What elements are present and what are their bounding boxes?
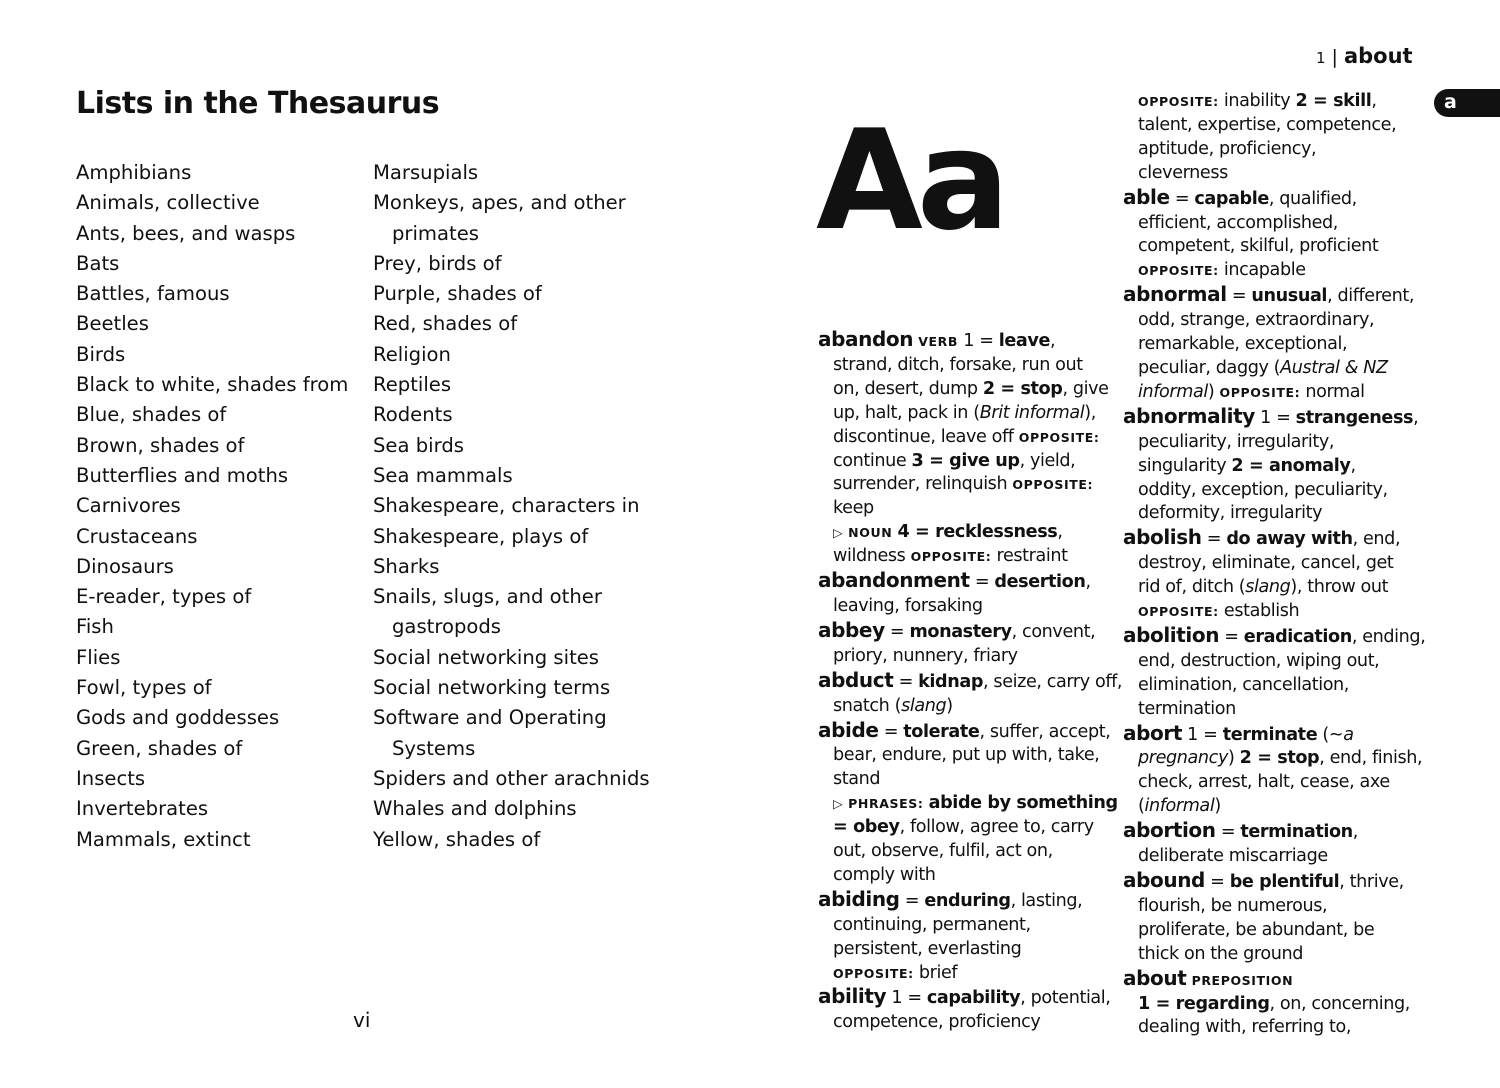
list-item: Carnivores — [76, 494, 181, 518]
entry-line — [1123, 622, 1426, 650]
entry-text: , — [1352, 822, 1358, 843]
entry-text: 1 = — [958, 331, 999, 351]
entry-text: ), throw out — [1290, 577, 1389, 598]
entry-text: remarkable, exceptional, — [1138, 334, 1348, 355]
entry-text: restraint — [991, 546, 1068, 567]
running-head — [1316, 44, 1413, 68]
entry-line — [1123, 943, 1418, 967]
entry-text: singularity — [1138, 455, 1232, 476]
entry-text: keep — [833, 498, 874, 519]
entry-text: thick on the ground — [1138, 943, 1304, 964]
key-synonym: do away with — [1226, 529, 1353, 550]
entry-text: = — [1169, 188, 1195, 209]
headword: about — [1123, 965, 1187, 990]
key-synonym: abide by something — [928, 793, 1118, 814]
entry-line — [1123, 283, 1418, 309]
left-page-folio: vi — [353, 1008, 371, 1032]
entry-text: = — [899, 890, 925, 911]
entry-text: oddity, exception, peculiarity, — [1138, 479, 1388, 500]
entry-text: termination — [1138, 698, 1236, 719]
entry-line — [1123, 455, 1418, 479]
key-synonym: desertion — [994, 572, 1086, 593]
usage-label: slang — [1245, 577, 1291, 598]
headword: abound — [1123, 868, 1205, 892]
entry-line — [1123, 90, 1418, 114]
entry-line — [818, 450, 1113, 474]
entry-text: = — [969, 572, 995, 593]
entry-line — [818, 719, 1113, 745]
entry-line — [818, 985, 1113, 1011]
list-item: Shakespeare, plays of — [373, 524, 589, 548]
list-item: Reptiles — [373, 373, 452, 397]
entry-text: cleverness — [1138, 162, 1228, 183]
entry-text: flourish, be numerous, — [1138, 895, 1328, 916]
entry-text: competent, skilful, proficient — [1138, 236, 1379, 257]
usage-label: informal — [1144, 796, 1215, 817]
entry-text: , seize, carry off, — [983, 671, 1123, 692]
entry-text: = — [893, 671, 919, 692]
opposite-label: OPPOSITE: — [1138, 263, 1219, 279]
entry-line — [1123, 993, 1418, 1017]
key-synonym: strangeness — [1295, 407, 1414, 428]
list-item: gastropods — [392, 615, 502, 639]
entry-text: on, desert, dump — [833, 378, 983, 399]
list-item: Marsupials — [373, 161, 479, 184]
entry-text: ), — [1084, 402, 1096, 423]
key-synonym: tolerate — [903, 721, 980, 742]
entry-text: persistent, everlasting — [833, 938, 1022, 959]
entry-line — [818, 619, 1113, 645]
entry-line — [1123, 1016, 1418, 1040]
list-item: Insects — [76, 766, 146, 790]
section-letter: Aa — [816, 100, 1004, 261]
entry-line — [818, 840, 1113, 864]
entry-line — [1123, 138, 1418, 162]
entry-text: , convent, — [1011, 621, 1096, 642]
list-item: Whales and dolphins — [373, 797, 577, 821]
key-synonym: 2 = anomaly — [1231, 455, 1351, 476]
entry-line — [818, 545, 1113, 569]
entry-text: efficient, accomplished, — [1138, 212, 1338, 233]
entry-line — [1123, 186, 1418, 212]
entry-text: snatch ( — [833, 695, 902, 716]
opposite-label: OPPOSITE: — [1138, 604, 1219, 620]
entry-text: bear, endure, put up with, take, — [833, 745, 1100, 766]
headword: abide — [818, 717, 879, 742]
usage-label: Austral & NZ — [1280, 357, 1388, 378]
headword: abortion — [1123, 818, 1216, 843]
headword: abnormal — [1123, 282, 1227, 307]
usage-label: slang — [901, 695, 947, 716]
entry-text: deformity, irregularity — [1138, 503, 1323, 524]
list-column-2 — [373, 158, 663, 855]
key-synonym: 2 = stop — [1239, 748, 1320, 769]
key-synonym: enduring — [924, 890, 1011, 911]
list-item: Software and Operating — [373, 706, 607, 730]
list-item: Blue, shades of — [76, 403, 227, 427]
entry-line — [818, 792, 1118, 816]
running-head-separator: | — [1331, 46, 1338, 68]
entry-line — [1123, 479, 1418, 503]
entry-line — [1123, 235, 1418, 259]
part-of-speech-label: ▷ NOUN — [833, 525, 893, 541]
entry-text: , — [1057, 522, 1063, 543]
list-item: Brown, shades of — [76, 433, 245, 457]
entry-line — [1123, 600, 1418, 624]
entry-text: dealing with, referring to, — [1138, 1017, 1352, 1038]
entry-text: up, halt, pack in ( — [833, 402, 980, 423]
entry-text: end, destruction, wiping out, — [1138, 650, 1380, 671]
entry-text: (~ — [1317, 724, 1344, 745]
entry-line — [818, 962, 1113, 986]
list-item: Systems — [392, 736, 476, 760]
entry-line — [1123, 845, 1418, 869]
entry-line — [818, 569, 1113, 595]
opposite-label: OPPOSITE: — [1018, 429, 1100, 445]
entry-line — [1123, 722, 1418, 748]
entry-text: establish — [1218, 601, 1300, 622]
list-item: Gods and goddesses — [76, 706, 280, 730]
entry-text: , follow, agree to, carry — [899, 817, 1094, 838]
list-item: Snails, slugs, and other — [373, 585, 602, 609]
entry-line — [1123, 674, 1418, 698]
entry-text: 1 = — [1181, 724, 1223, 745]
key-synonym: 2 = skill — [1295, 91, 1372, 111]
key-synonym: eradication — [1243, 626, 1352, 647]
entry-text: , different, — [1327, 286, 1415, 307]
entry-text: , — [1413, 407, 1419, 428]
key-synonym: 4 = recklessness — [897, 522, 1058, 543]
entry-line — [818, 354, 1113, 378]
entry-text: peculiarity, irregularity, — [1138, 431, 1335, 452]
entry-text: , — [1050, 331, 1056, 351]
entry-text: out, observe, fulfil, act on, — [833, 841, 1053, 862]
entry-line — [818, 521, 1113, 545]
entry-text: check, arrest, halt, cease, axe — [1138, 772, 1390, 793]
entry-text: normal — [1300, 381, 1365, 402]
headword: abiding — [818, 886, 900, 911]
entry-text: , end, finish, — [1319, 748, 1423, 769]
entry-line — [818, 378, 1113, 402]
entry-text: , yield, — [1019, 450, 1076, 471]
list-item: Bats — [76, 251, 120, 275]
entry-line — [818, 816, 1113, 840]
list-item: Sea birds — [373, 433, 464, 457]
key-synonym: terminate — [1222, 724, 1318, 745]
headword: ability — [818, 984, 887, 1009]
entry-line — [818, 328, 1113, 354]
entry-text: = — [1201, 529, 1227, 550]
list-item: Beetles — [76, 312, 149, 336]
entry-text: incapable — [1218, 260, 1306, 281]
list-item: Social networking sites — [373, 645, 600, 669]
list-item: E-reader, types of — [76, 585, 252, 609]
entry-line — [1123, 698, 1418, 722]
list-item: Rodents — [373, 403, 453, 427]
list-item: Monkeys, apes, and other — [373, 191, 626, 215]
key-synonym: monastery — [909, 621, 1012, 642]
list-item: Flies — [76, 645, 121, 669]
entry-text: proliferate, be abundant, be — [1138, 919, 1375, 940]
list-item: Amphibians — [76, 161, 192, 184]
entry-text: destroy, eliminate, cancel, get — [1138, 553, 1394, 574]
entry-line — [1123, 576, 1418, 600]
entry-line — [1123, 795, 1418, 819]
list-item: Crustaceans — [76, 524, 198, 548]
entry-line — [1123, 895, 1418, 919]
headword: abbey — [818, 617, 885, 642]
entry-line — [818, 402, 1113, 426]
running-head-word: about — [1343, 44, 1413, 68]
key-synonym: termination — [1240, 822, 1353, 843]
key-synonym: unusual — [1251, 286, 1328, 307]
entry-text: 1 = — [886, 988, 927, 1009]
entry-text: = — [1219, 626, 1244, 647]
headword: abolition — [1123, 622, 1220, 647]
entry-line — [818, 667, 1123, 695]
entry-text: comply with — [833, 864, 936, 885]
entry-line — [818, 497, 1113, 521]
entry-line — [818, 595, 1113, 619]
entry-line — [818, 426, 1113, 450]
headword: abduct — [818, 667, 894, 692]
entry-text: = — [884, 621, 910, 642]
entry-line — [818, 1011, 1113, 1035]
headword: abnormality — [1123, 403, 1255, 428]
headword: abort — [1123, 720, 1182, 745]
entry-line — [1123, 819, 1418, 845]
entry-line — [1123, 333, 1418, 357]
entry-line — [1123, 502, 1418, 526]
page-title: Lists in the Thesaurus — [76, 86, 440, 121]
list-item: Ants, bees, and wasps — [76, 221, 296, 245]
entry-line — [1123, 405, 1418, 431]
headword: abolish — [1123, 525, 1202, 550]
entry-line — [818, 938, 1113, 962]
entry-line — [1123, 309, 1418, 333]
opposite-label: OPPOSITE: — [833, 965, 914, 981]
opposite-label: OPPOSITE: — [910, 549, 992, 565]
entry-text: , ending, — [1351, 626, 1426, 647]
entry-text: , — [1085, 572, 1091, 593]
entry-line — [1123, 526, 1418, 552]
list-item: Religion — [373, 342, 451, 366]
list-item: Purple, shades of — [373, 282, 542, 306]
list-item: Yellow, shades of — [373, 827, 541, 851]
opposite-label: OPPOSITE: — [1219, 384, 1301, 400]
entry-text: , lasting, — [1010, 890, 1083, 911]
entry-text: priory, nunnery, friary — [833, 645, 1018, 666]
entry-text: ) — [1227, 748, 1240, 769]
entry-text: inability — [1218, 91, 1296, 111]
entry-line — [818, 744, 1113, 768]
list-item: Fowl, types of — [76, 676, 212, 700]
headword: abandonment — [818, 568, 970, 593]
entry-line — [1123, 650, 1418, 674]
list-item: Birds — [76, 342, 126, 366]
list-item: Invertebrates — [76, 797, 209, 821]
entry-line — [818, 695, 1113, 719]
usage-label: informal — [1138, 381, 1208, 402]
entry-line — [1123, 869, 1418, 895]
entry-text: ) — [1214, 796, 1221, 817]
key-synonym: capability — [926, 988, 1021, 1009]
entry-text: surrender, relinquish — [833, 474, 1013, 495]
list-column-1 — [76, 158, 366, 855]
list-item: Red, shades of — [373, 312, 518, 336]
key-synonym: 3 = give up — [911, 450, 1020, 471]
entry-text: talent, expertise, competence, — [1138, 114, 1397, 135]
key-synonym: be plentiful — [1229, 872, 1340, 892]
list-item: Fish — [76, 615, 114, 639]
key-synonym: leave — [998, 331, 1050, 351]
entry-text: 1 = — [1254, 407, 1296, 428]
entry-text: = — [878, 721, 904, 742]
headword: abandon — [818, 327, 914, 351]
part-of-speech-label: PREPOSITION — [1191, 972, 1294, 988]
entry-text: ( — [1138, 796, 1145, 817]
entry-text: , suffer, accept, — [979, 721, 1111, 742]
entry-text: discontinue, leave off — [833, 426, 1019, 447]
entry-line — [1123, 162, 1418, 186]
list-item: Sea mammals — [373, 463, 513, 487]
entry-line — [818, 645, 1113, 669]
entry-line — [1123, 212, 1418, 236]
dictionary-column-1 — [818, 327, 1123, 1035]
entry-text: brief — [913, 962, 958, 983]
entry-line — [1123, 381, 1418, 405]
usage-label: pregnancy — [1138, 748, 1228, 769]
list-item: Spiders and other arachnids — [373, 766, 650, 790]
entry-line — [1123, 114, 1418, 138]
list-item: Shakespeare, characters in — [373, 494, 640, 518]
entry-line — [1123, 919, 1418, 943]
key-synonym: 2 = stop — [982, 378, 1063, 399]
entry-text: , — [1371, 91, 1377, 111]
list-item: Sharks — [373, 554, 440, 578]
key-synonym: capable — [1194, 188, 1269, 209]
opposite-label: OPPOSITE: — [1012, 477, 1094, 493]
list-item: Dinosaurs — [76, 554, 174, 578]
list-item: Butterflies and moths — [76, 463, 289, 487]
entry-text: wildness — [833, 546, 911, 567]
usage-label: a — [1343, 724, 1354, 745]
key-synonym: = obey — [833, 817, 900, 838]
usage-label: Brit informal — [979, 402, 1085, 423]
opposite-label: OPPOSITE: — [1138, 94, 1219, 109]
entry-line — [1123, 259, 1418, 283]
entry-text: , qualified, — [1268, 188, 1357, 209]
entry-line — [1123, 357, 1418, 381]
list-item: Animals, collective — [76, 191, 260, 215]
entry-text: , on, concerning, — [1269, 993, 1410, 1014]
list-item: Prey, birds of — [373, 251, 502, 275]
entry-text: = — [1204, 872, 1230, 892]
entry-text: competence, proficiency — [833, 1012, 1041, 1033]
list-item: Battles, famous — [76, 282, 230, 306]
entry-text: continue — [833, 450, 912, 471]
entry-text: , potential, — [1020, 988, 1111, 1009]
entry-text: aptitude, proficiency, — [1138, 138, 1317, 159]
entry-line — [818, 473, 1113, 497]
entry-text: rid of, ditch ( — [1138, 577, 1246, 598]
list-item: Mammals, extinct — [76, 827, 251, 851]
list-item: Black to white, shades from — [76, 373, 349, 397]
list-item: Social networking terms — [373, 676, 611, 700]
entry-text: , thrive, — [1339, 872, 1404, 892]
entry-text: stand — [833, 769, 881, 790]
entry-line — [1123, 967, 1418, 993]
entry-text: elimination, cancellation, — [1138, 674, 1349, 695]
entry-line — [1123, 431, 1418, 455]
entry-text: continuing, permanent, — [833, 914, 1031, 935]
entry-text: = — [1215, 822, 1241, 843]
entry-line — [818, 888, 1113, 914]
entry-line — [818, 768, 1113, 792]
page-number: 1 — [1316, 49, 1326, 67]
entry-line — [818, 914, 1113, 938]
list-item: primates — [392, 221, 479, 245]
entry-text: ) — [946, 695, 953, 716]
thumb-index-tab: a — [1434, 89, 1500, 117]
dictionary-column-2 — [1123, 90, 1426, 1040]
entry-text: deliberate miscarriage — [1138, 846, 1328, 867]
entry-text: , end, — [1352, 529, 1401, 550]
entry-line — [818, 864, 1113, 888]
entry-text: leaving, forsaking — [833, 595, 983, 616]
entry-text: , — [1350, 455, 1356, 476]
part-of-speech-label: ▷ PHRASES: — [833, 796, 924, 812]
entry-text: ) — [1207, 381, 1220, 402]
entry-line — [1123, 771, 1418, 795]
entry-text: odd, strange, extraordinary, — [1138, 310, 1375, 331]
entry-line — [1123, 747, 1423, 771]
entry-text: = — [1226, 286, 1252, 307]
entry-text: , give — [1062, 378, 1109, 399]
entry-line — [1123, 552, 1418, 576]
part-of-speech-label: VERB — [918, 334, 959, 349]
entry-text: peculiar, daggy ( — [1138, 357, 1281, 378]
key-synonym: 1 = regarding — [1138, 993, 1270, 1014]
key-synonym: kidnap — [918, 671, 984, 692]
entry-text: strand, ditch, forsake, run out — [833, 354, 1083, 375]
list-item: Green, shades of — [76, 736, 243, 760]
headword: able — [1123, 184, 1170, 209]
